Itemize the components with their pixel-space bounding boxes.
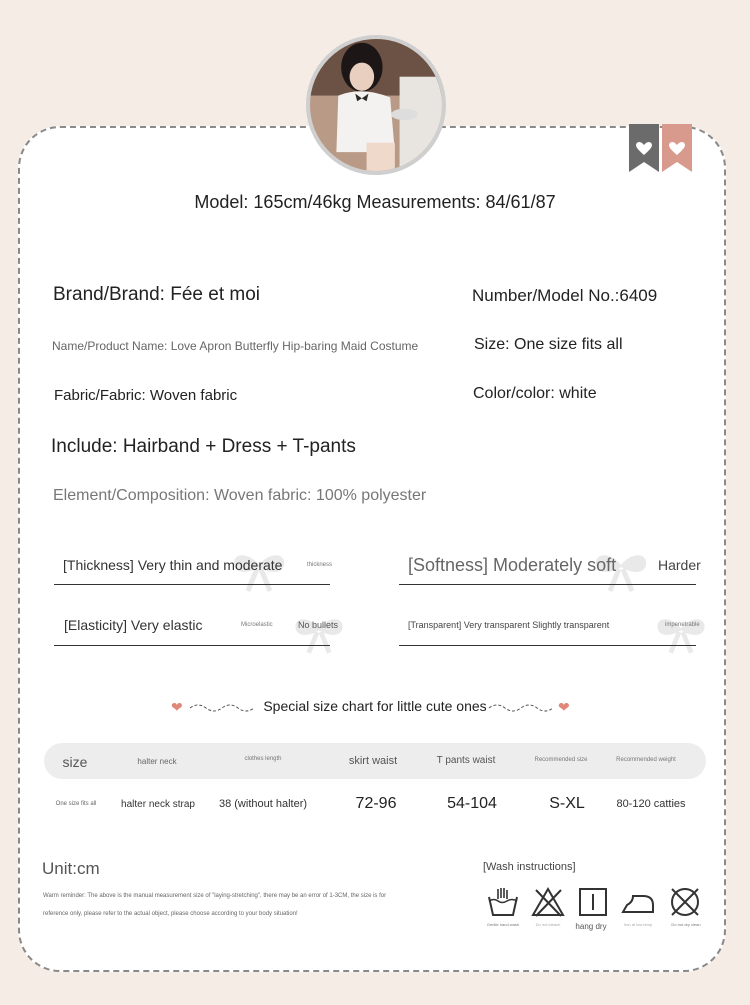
size-table-cell: halter neck strap (121, 799, 195, 810)
size-table-cell: 72-96 (355, 795, 397, 812)
heart-icon: ❤ (171, 699, 183, 715)
spec-fabric: Fabric/Fabric: Woven fabric (54, 387, 238, 404)
size-table-cell: 54-104 (447, 795, 497, 812)
spec-brand: Brand/Brand: Fée et moi (53, 284, 260, 305)
no-dry-clean-icon (668, 885, 702, 919)
model-measurements: Model: 165cm/46kg Measurements: 84/61/87 (194, 192, 556, 212)
wave-divider-icon (487, 700, 557, 714)
spec-color: Color/color: white (473, 385, 597, 402)
wash-instructions-title: [Wash instructions] (483, 861, 576, 873)
spec-include: Include: Hairband + Dress + T-pants (51, 436, 356, 457)
size-table-cell: One size fits all (55, 801, 97, 807)
wash-label: Do not bleach (535, 922, 561, 927)
size-table-header-cell: Recommended weight (616, 757, 676, 763)
rating-thickness-line (54, 584, 330, 585)
rating-elasticity-line (54, 645, 330, 646)
rating-thickness: [Thickness] Very thin and moderate (63, 557, 283, 573)
rating-softness-right: Harder (658, 557, 701, 573)
model-photo (306, 35, 446, 175)
no-bleach-icon (531, 885, 565, 919)
rating-elasticity-mid: Microelastic (241, 622, 273, 628)
size-table-cell: 80-120 catties (616, 798, 686, 810)
size-table-header-cell: skirt waist (348, 755, 398, 767)
rating-elasticity: [Elasticity] Very elastic (64, 617, 203, 633)
heart-bookmark-icon (662, 124, 692, 172)
spec-product-name: Name/Product Name: Love Apron Butterfly Hip-baring Maid Costume (52, 339, 419, 353)
warm-reminder-line1: Warm reminder: The above is the manual measurement size of "laying-stretching", there may be an error of 1-3CM, the size is for (43, 893, 387, 899)
bow-indicator-icon (290, 612, 348, 656)
size-table-header-cell: Recommended size (534, 757, 588, 763)
rating-transparent: [Transparent] Very transparent Slightly transparent (408, 620, 610, 630)
bow-indicator-icon (652, 612, 710, 656)
favorite-bookmark-icon (629, 124, 659, 172)
rating-thickness-right: thickness (307, 562, 333, 568)
wash-label: hang dry (575, 922, 607, 931)
wash-label: Do not dry clean (671, 922, 701, 927)
rating-softness: [Softness] Moderately soft (408, 555, 617, 575)
size-table-cell: S-XL (549, 795, 585, 812)
spec-model-number: Number/Model No.:6409 (472, 286, 658, 305)
unit-label: Unit:cm (42, 859, 100, 878)
heart-icon: ❤ (558, 699, 570, 715)
rating-softness-line (399, 584, 696, 585)
size-chart-title: Special size chart for little cute ones (263, 698, 487, 714)
hang-dry-icon (576, 885, 610, 919)
hand-wash-icon (486, 885, 520, 919)
size-table-header-cell: clothes length (244, 756, 282, 762)
size-table-header-cell: halter neck (137, 757, 177, 766)
spec-size: Size: One size fits all (474, 336, 623, 353)
size-table-cell: 38 (without halter) (218, 798, 308, 810)
warm-reminder-line2: reference only, please refer to the actual object, please choose according to your body situation! (43, 911, 298, 917)
wash-label: Gentle hand wash (486, 922, 520, 927)
wash-label: Iron at low temp (623, 922, 653, 927)
iron-icon (621, 885, 655, 919)
rating-transparent-right: impenetrable (665, 622, 700, 628)
model-photo-illustration (310, 39, 442, 171)
size-table-header-cell: T pants waist (436, 755, 496, 766)
spec-composition: Element/Composition: Woven fabric: 100% polyester (53, 487, 427, 504)
size-table-header-cell: size (62, 754, 88, 770)
rating-transparent-line (399, 645, 696, 646)
rating-elasticity-right: No bullets (298, 620, 339, 630)
